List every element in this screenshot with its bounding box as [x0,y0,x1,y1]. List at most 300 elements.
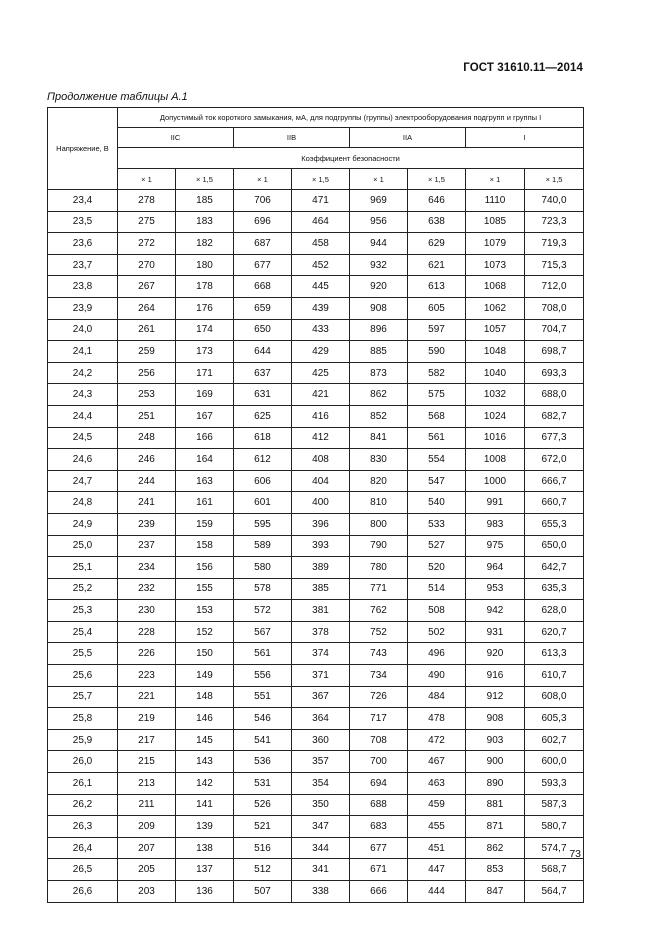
current-cell: 625 [234,405,292,427]
current-cell: 1040 [466,362,525,384]
voltage-cell: 26,2 [48,794,118,816]
current-cell: 637 [234,362,292,384]
current-cell: 259 [118,341,176,363]
current-cell: 605 [408,297,466,319]
current-cell: 211 [118,794,176,816]
current-cell: 1110 [466,190,525,212]
table-row [48,837,584,859]
current-cell: 683 [350,816,408,838]
current-cell: 400 [292,492,350,514]
voltage-cell: 24,4 [48,405,118,427]
current-cell: 527 [408,535,466,557]
current-cell: 459 [408,794,466,816]
current-cell: 429 [292,341,350,363]
current-cell: 148 [176,686,234,708]
safety-factor-header: Коэффициент безопасности [118,148,584,169]
current-cell: 389 [292,557,350,579]
current-cell: 593,3 [525,773,584,795]
current-cell: 551 [234,686,292,708]
current-cell: 953 [466,578,525,600]
current-cell: 396 [292,513,350,535]
current-cell: 1079 [466,233,525,255]
table-row [48,729,584,751]
voltage-cell: 25,2 [48,578,118,600]
voltage-cell: 23,6 [48,233,118,255]
table-row [48,751,584,773]
current-cell: 455 [408,816,466,838]
current-cell: 568 [408,405,466,427]
current-cell: 810 [350,492,408,514]
current-cell: 723,3 [525,211,584,233]
current-cell: 205 [118,859,176,881]
current-cell: 182 [176,233,234,255]
current-cell: 547 [408,470,466,492]
voltage-cell: 25,8 [48,708,118,730]
current-cell: 159 [176,513,234,535]
table-row [48,881,584,903]
current-cell: 164 [176,449,234,471]
table-row [48,319,584,341]
table-row [48,297,584,319]
table-row [48,513,584,535]
current-cell: 246 [118,449,176,471]
current-cell: 155 [176,578,234,600]
table-row [48,405,584,427]
current-cell: 790 [350,535,408,557]
current-cell: 433 [292,319,350,341]
current-cell: 610,7 [525,665,584,687]
current-cell: 178 [176,276,234,298]
current-cell: 983 [466,513,525,535]
current-cell: 587,3 [525,794,584,816]
current-cell: 920 [466,643,525,665]
table-row [48,492,584,514]
current-cell: 223 [118,665,176,687]
current-cell: 230 [118,600,176,622]
current-cell: 425 [292,362,350,384]
current-cell: 693,3 [525,362,584,384]
current-cell: 668 [234,276,292,298]
current-cell: 203 [118,881,176,903]
current-cell: 404 [292,470,350,492]
table-row [48,643,584,665]
safety-factor-cell: × 1 [118,169,176,190]
current-cell: 521 [234,816,292,838]
voltage-cell: 25,6 [48,665,118,687]
current-cell: 564,7 [525,881,584,903]
current-cell: 1068 [466,276,525,298]
current-cell: 708 [350,729,408,751]
current-cell: 700 [350,751,408,773]
current-cell: 490 [408,665,466,687]
current-cell: 512 [234,859,292,881]
standard-code: ГОСТ 31610.11—2014 [463,62,583,74]
voltage-cell: 26,1 [48,773,118,795]
current-cell: 239 [118,513,176,535]
current-cell: 508 [408,600,466,622]
voltage-cell: 24,3 [48,384,118,406]
current-cell: 209 [118,816,176,838]
current-cell: 173 [176,341,234,363]
current-cell: 871 [466,816,525,838]
current-cell: 232 [118,578,176,600]
voltage-cell: 23,4 [48,190,118,212]
current-cell: 631 [234,384,292,406]
current-cell: 149 [176,665,234,687]
current-cell: 608,0 [525,686,584,708]
group-header-i: I [466,128,584,148]
current-cell: 408 [292,449,350,471]
current-cell: 655,3 [525,513,584,535]
voltage-cell: 26,5 [48,859,118,881]
current-cell: 228 [118,621,176,643]
current-cell: 514 [408,578,466,600]
current-cell: 582 [408,362,466,384]
current-cell: 881 [466,794,525,816]
current-cell: 1073 [466,254,525,276]
current-cell: 752 [350,621,408,643]
current-cell: 561 [234,643,292,665]
current-cell: 605,3 [525,708,584,730]
current-cell: 687 [234,233,292,255]
current-cell: 862 [466,837,525,859]
voltage-cell: 25,1 [48,557,118,579]
group-header-iic: IIC [118,128,234,148]
voltage-cell: 25,0 [48,535,118,557]
current-cell: 412 [292,427,350,449]
current-cell: 256 [118,362,176,384]
voltage-cell: 26,6 [48,881,118,903]
current-cell: 275 [118,211,176,233]
current-cell: 885 [350,341,408,363]
current-cell: 516 [234,837,292,859]
current-cell: 597 [408,319,466,341]
voltage-cell: 24,5 [48,427,118,449]
voltage-cell: 25,5 [48,643,118,665]
voltage-cell: 24,8 [48,492,118,514]
current-cell: 726 [350,686,408,708]
current-cell: 464 [292,211,350,233]
current-cell: 762 [350,600,408,622]
current-cell: 143 [176,751,234,773]
current-cell: 141 [176,794,234,816]
current-cell: 606 [234,470,292,492]
current-cell: 421 [292,384,350,406]
current-cell: 360 [292,729,350,751]
current-cell: 694 [350,773,408,795]
current-cell: 800 [350,513,408,535]
voltage-cell: 23,9 [48,297,118,319]
current-cell: 139 [176,816,234,838]
safety-factor-cell: × 1,5 [408,169,466,190]
current-cell: 942 [466,600,525,622]
voltage-cell: 26,3 [48,816,118,838]
voltage-cell: 26,4 [48,837,118,859]
table-row [48,276,584,298]
current-cell: 270 [118,254,176,276]
current-cell: 629 [408,233,466,255]
safety-factor-cell: × 1,5 [525,169,584,190]
current-cell: 341 [292,859,350,881]
current-cell: 556 [234,665,292,687]
current-cell: 873 [350,362,408,384]
current-cell: 364 [292,708,350,730]
current-cell: 354 [292,773,350,795]
current-cell: 150 [176,643,234,665]
current-cell: 1032 [466,384,525,406]
current-cell: 244 [118,470,176,492]
current-cell: 447 [408,859,466,881]
current-cell: 1000 [466,470,525,492]
current-cell: 964 [466,557,525,579]
current-cell: 706 [234,190,292,212]
current-cell: 458 [292,233,350,255]
current-cell: 445 [292,276,350,298]
current-cell: 715,3 [525,254,584,276]
current-cell: 991 [466,492,525,514]
current-cell: 531 [234,773,292,795]
current-cell: 620,7 [525,621,584,643]
current-cell: 153 [176,600,234,622]
current-cell: 688 [350,794,408,816]
current-cell: 589 [234,535,292,557]
voltage-cell: 24,9 [48,513,118,535]
current-cell: 221 [118,686,176,708]
table-row [48,362,584,384]
current-cell: 1057 [466,319,525,341]
current-cell: 1008 [466,449,525,471]
current-cell: 688,0 [525,384,584,406]
current-cell: 903 [466,729,525,751]
current-cell: 601 [234,492,292,514]
current-cell: 451 [408,837,466,859]
current-cell: 272 [118,233,176,255]
table-row [48,816,584,838]
voltage-cell: 25,7 [48,686,118,708]
current-cell: 666,7 [525,470,584,492]
current-cell: 659 [234,297,292,319]
table-row [48,254,584,276]
current-cell: 502 [408,621,466,643]
current-cell: 568,7 [525,859,584,881]
current-cell: 278 [118,190,176,212]
current-cell: 590 [408,341,466,363]
current-cell: 847 [466,881,525,903]
current-cell: 444 [408,881,466,903]
current-cell: 385 [292,578,350,600]
table-row [48,600,584,622]
current-cell: 613 [408,276,466,298]
current-cell: 956 [350,211,408,233]
current-cell: 771 [350,578,408,600]
current-cell: 344 [292,837,350,859]
table-row [48,686,584,708]
current-cell: 357 [292,751,350,773]
current-cell: 381 [292,600,350,622]
current-cell: 677,3 [525,427,584,449]
current-cell: 932 [350,254,408,276]
current-cell: 666 [350,881,408,903]
table-row [48,384,584,406]
page-number: 73 [569,848,581,860]
current-cell: 660,7 [525,492,584,514]
current-cell: 496 [408,643,466,665]
current-cell: 1016 [466,427,525,449]
current-cell: 931 [466,621,525,643]
current-cell: 137 [176,859,234,881]
table-row [48,578,584,600]
current-cell: 600,0 [525,751,584,773]
current-cell: 896 [350,319,408,341]
current-cell: 580 [234,557,292,579]
current-cell: 452 [292,254,350,276]
current-cell: 908 [350,297,408,319]
current-cell: 554 [408,449,466,471]
current-cell: 704,7 [525,319,584,341]
current-cell: 526 [234,794,292,816]
current-cell: 717 [350,708,408,730]
table-row [48,621,584,643]
voltage-cell: 23,7 [48,254,118,276]
current-cell: 248 [118,427,176,449]
current-cell: 580,7 [525,816,584,838]
current-cell: 916 [466,665,525,687]
current-cell: 484 [408,686,466,708]
current-cell: 463 [408,773,466,795]
current-cell: 207 [118,837,176,859]
current-cell: 237 [118,535,176,557]
safety-factor-cell: × 1 [466,169,525,190]
current-cell: 142 [176,773,234,795]
current-cell: 253 [118,384,176,406]
current-cell: 226 [118,643,176,665]
current-cell: 338 [292,881,350,903]
current-cell: 1024 [466,405,525,427]
current-cell: 267 [118,276,176,298]
voltage-cell: 24,0 [48,319,118,341]
current-cell: 920 [350,276,408,298]
current-cell: 841 [350,427,408,449]
voltage-cell: 25,4 [48,621,118,643]
current-cell: 613,3 [525,643,584,665]
safety-factor-cell: × 1,5 [292,169,350,190]
current-cell: 161 [176,492,234,514]
voltage-cell: 23,5 [48,211,118,233]
current-cell: 138 [176,837,234,859]
table-row [48,773,584,795]
current-cell: 176 [176,297,234,319]
current-cell: 371 [292,665,350,687]
current-cell: 618 [234,427,292,449]
current-cell: 264 [118,297,176,319]
safety-factor-cell: × 1 [350,169,408,190]
table-row [48,449,584,471]
short-circuit-current-table [47,107,584,903]
current-cell: 682,7 [525,405,584,427]
current-cell: 712,0 [525,276,584,298]
current-cell: 975 [466,535,525,557]
current-cell: 378 [292,621,350,643]
table-row [48,341,584,363]
table-row [48,665,584,687]
current-cell: 183 [176,211,234,233]
current-cell: 163 [176,470,234,492]
table-row [48,535,584,557]
voltage-cell: 24,1 [48,341,118,363]
group-header-iib: IIB [234,128,350,148]
current-cell: 734 [350,665,408,687]
current-cell: 350 [292,794,350,816]
voltage-cell: 24,6 [48,449,118,471]
current-cell: 575 [408,384,466,406]
current-cell: 672,0 [525,449,584,471]
voltage-cell: 23,8 [48,276,118,298]
current-cell: 1085 [466,211,525,233]
current-cell: 472 [408,729,466,751]
current-cell: 852 [350,405,408,427]
voltage-cell: 24,2 [48,362,118,384]
current-cell: 261 [118,319,176,341]
safety-factor-cell: × 1,5 [176,169,234,190]
current-cell: 853 [466,859,525,881]
table-row [48,233,584,255]
voltage-cell: 25,3 [48,600,118,622]
voltage-cell: 24,7 [48,470,118,492]
current-cell: 644 [234,341,292,363]
current-cell: 719,3 [525,233,584,255]
current-cell: 507 [234,881,292,903]
current-cell: 890 [466,773,525,795]
current-cell: 677 [350,837,408,859]
current-cell: 969 [350,190,408,212]
current-cell: 367 [292,686,350,708]
table-row [48,427,584,449]
current-cell: 642,7 [525,557,584,579]
table-row [48,211,584,233]
current-cell: 213 [118,773,176,795]
current-cell: 156 [176,557,234,579]
current-cell: 374 [292,643,350,665]
current-cell: 908 [466,708,525,730]
table-caption: Продолжение таблицы А.1 [47,91,188,103]
current-cell: 169 [176,384,234,406]
current-cell: 219 [118,708,176,730]
current-cell: 572 [234,600,292,622]
table-row [48,794,584,816]
current-cell: 185 [176,190,234,212]
current-cell: 145 [176,729,234,751]
current-cell: 561 [408,427,466,449]
current-cell: 944 [350,233,408,255]
current-cell: 166 [176,427,234,449]
voltage-cell: 26,0 [48,751,118,773]
current-cell: 215 [118,751,176,773]
current-cell: 650,0 [525,535,584,557]
current-cell: 167 [176,405,234,427]
current-cell: 546 [234,708,292,730]
current-cell: 241 [118,492,176,514]
current-cell: 416 [292,405,350,427]
current-cell: 217 [118,729,176,751]
group-header-iia: IIA [350,128,466,148]
current-cell: 520 [408,557,466,579]
current-cell: 912 [466,686,525,708]
current-cell: 862 [350,384,408,406]
table-row [48,470,584,492]
current-cell: 698,7 [525,341,584,363]
current-cell: 234 [118,557,176,579]
current-cell: 628,0 [525,600,584,622]
